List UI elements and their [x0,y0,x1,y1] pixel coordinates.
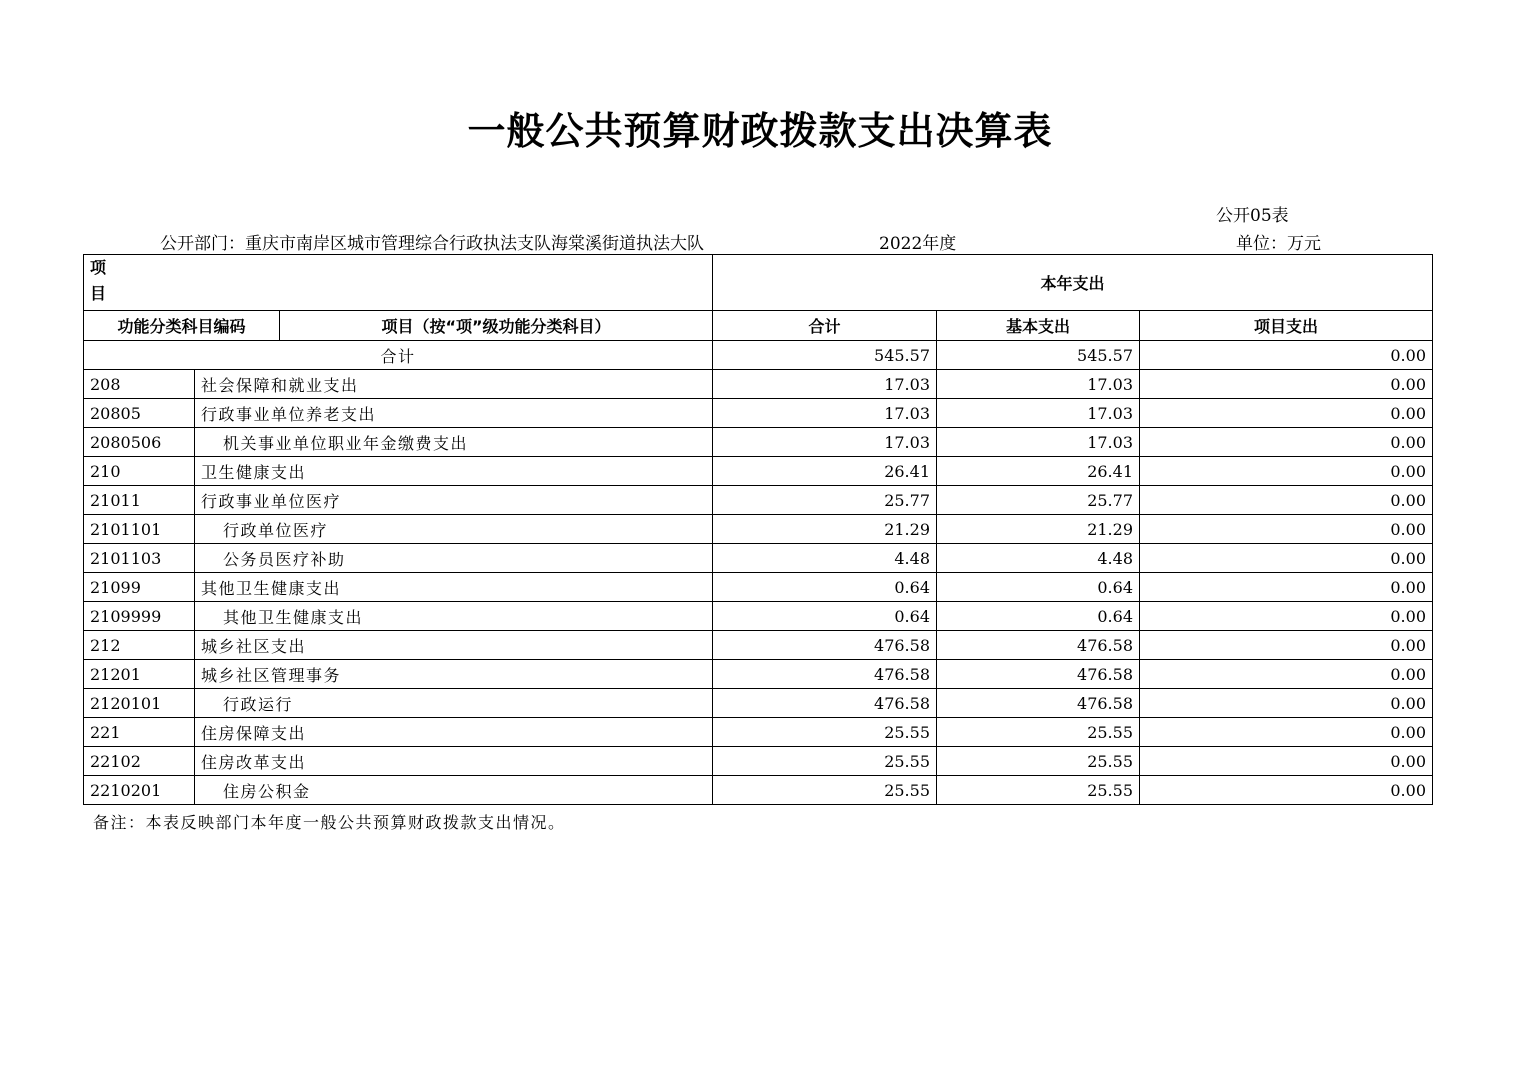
fiscal-year: 2022年度 [879,234,957,254]
table-row [84,428,1433,457]
row-item-name: 住房公积金 [195,776,713,805]
table-row [84,776,1433,805]
row-total: 25.55 [713,747,937,776]
row-basic: 25.55 [937,776,1140,805]
row-project: 0.00 [1140,399,1433,428]
header-current-year: 本年支出 [713,255,1433,311]
row-item-name: 行政事业单位医疗 [195,486,713,515]
row-item-name: 卫生健康支出 [195,457,713,486]
row-code: 20805 [84,399,195,428]
row-total: 0.64 [713,573,937,602]
header-total: 合计 [713,311,937,341]
row-basic: 0.64 [937,573,1140,602]
row-total: 4.48 [713,544,937,573]
row-item-name: 社会保障和就业支出 [195,370,713,399]
row-total: 0.64 [713,602,937,631]
row-project: 0.00 [1140,370,1433,399]
row-basic: 0.64 [937,602,1140,631]
row-item-name: 城乡社区管理事务 [195,660,713,689]
total-total: 545.57 [713,341,937,370]
table-row [84,457,1433,486]
header-item-line2: 目 [90,284,107,303]
row-code: 2101101 [84,515,195,544]
row-code: 21099 [84,573,195,602]
row-project: 0.00 [1140,428,1433,457]
row-project: 0.00 [1140,718,1433,747]
row-item-name: 行政运行 [195,689,713,718]
table-row [84,486,1433,515]
department-label: 公开部门：重庆市南岸区城市管理综合行政执法支队海棠溪街道执法大队 [160,234,704,254]
table-row [84,660,1433,689]
row-project: 0.00 [1140,515,1433,544]
row-total: 25.55 [713,718,937,747]
header-basic: 基本支出 [937,311,1140,341]
header-item-line1: 项 [90,258,107,277]
row-project: 0.00 [1140,544,1433,573]
row-code: 2120101 [84,689,195,718]
row-total: 26.41 [713,457,937,486]
row-code: 2080506 [84,428,195,457]
row-project: 0.00 [1140,602,1433,631]
row-item-name: 机关事业单位职业年金缴费支出 [195,428,713,457]
row-basic: 17.03 [937,399,1140,428]
row-basic: 25.55 [937,747,1140,776]
table-row [84,631,1433,660]
row-project: 0.00 [1140,486,1433,515]
row-project: 0.00 [1140,660,1433,689]
total-basic: 545.57 [937,341,1140,370]
row-code: 2109999 [84,602,195,631]
row-project: 0.00 [1140,573,1433,602]
row-item-name: 其他卫生健康支出 [195,573,713,602]
header-project: 项目支出 [1140,311,1433,341]
header-row-1 [84,255,1433,311]
row-project: 0.00 [1140,631,1433,660]
row-code: 208 [84,370,195,399]
page-title: 一般公共预算财政拨款支出决算表 [467,108,1053,153]
row-total: 17.03 [713,370,937,399]
row-total: 17.03 [713,399,937,428]
table-row [84,602,1433,631]
row-item-name: 城乡社区支出 [195,631,713,660]
table-row [84,573,1433,602]
row-project: 0.00 [1140,689,1433,718]
row-item-name: 行政事业单位养老支出 [195,399,713,428]
total-project: 0.00 [1140,341,1433,370]
row-basic: 476.58 [937,631,1140,660]
header-row-2 [84,311,1433,341]
table-row [84,399,1433,428]
row-basic: 17.03 [937,370,1140,399]
row-total: 17.03 [713,428,937,457]
row-basic: 17.03 [937,428,1140,457]
row-basic: 25.55 [937,718,1140,747]
row-basic: 4.48 [937,544,1140,573]
row-project: 0.00 [1140,457,1433,486]
row-code: 212 [84,631,195,660]
row-item-name: 行政单位医疗 [195,515,713,544]
row-project: 0.00 [1140,776,1433,805]
unit-label: 单位：万元 [1236,234,1321,254]
row-code: 21011 [84,486,195,515]
table-row [84,718,1433,747]
footnote: 备注：本表反映部门本年度一般公共预算财政拨款支出情况。 [93,813,566,832]
row-code: 2210201 [84,776,195,805]
row-basic: 476.58 [937,660,1140,689]
row-item-name: 住房保障支出 [195,718,713,747]
row-total: 25.55 [713,776,937,805]
row-item-name: 其他卫生健康支出 [195,602,713,631]
row-code: 21201 [84,660,195,689]
header-item [84,255,713,311]
row-total: 476.58 [713,631,937,660]
row-total: 476.58 [713,660,937,689]
header-code: 功能分类科目编码 [84,311,280,341]
row-item-name: 住房改革支出 [195,747,713,776]
row-basic: 21.29 [937,515,1140,544]
row-code: 22102 [84,747,195,776]
row-total: 25.77 [713,486,937,515]
expenditure-table [83,254,1433,805]
total-label: 合计 [84,341,713,370]
row-total: 476.58 [713,689,937,718]
table-row [84,544,1433,573]
table-row [84,689,1433,718]
row-basic: 476.58 [937,689,1140,718]
total-row [84,341,1433,370]
row-code: 2101103 [84,544,195,573]
header-item-name: 项目（按“项”级功能分类科目） [280,311,713,341]
table-row [84,747,1433,776]
row-project: 0.00 [1140,747,1433,776]
form-number: 公开05表 [1216,206,1289,226]
row-code: 210 [84,457,195,486]
row-basic: 25.77 [937,486,1140,515]
row-code: 221 [84,718,195,747]
row-item-name: 公务员医疗补助 [195,544,713,573]
row-total: 21.29 [713,515,937,544]
row-basic: 26.41 [937,457,1140,486]
table-row [84,370,1433,399]
table-row [84,515,1433,544]
